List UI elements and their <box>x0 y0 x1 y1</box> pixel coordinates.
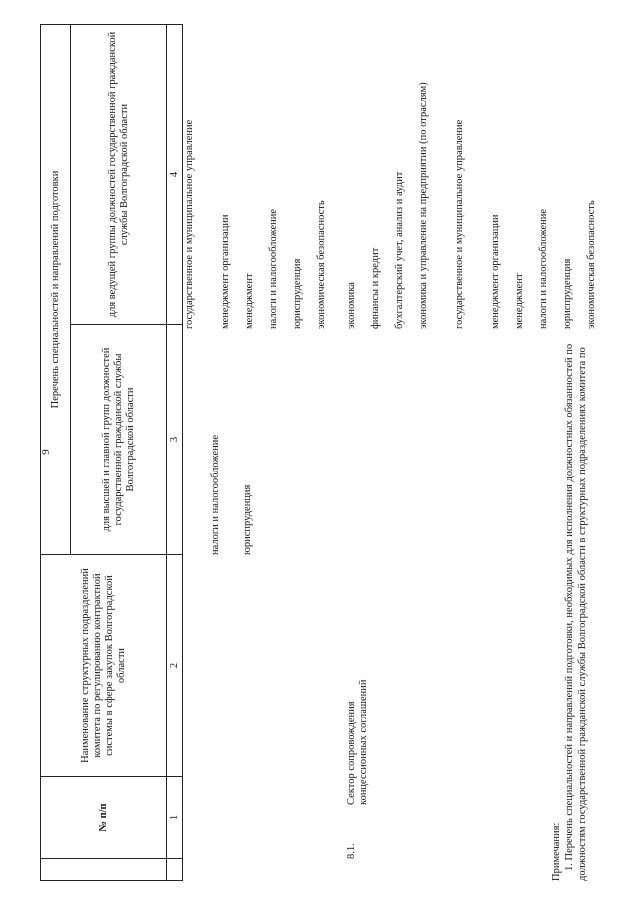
header-col-senior-groups: для высшей и главной групп должностей государственной гражданской службы Волгоградской области <box>71 325 167 555</box>
leading-specialty: экономическая безопасность <box>316 200 327 329</box>
leading-specialty: менеджмент <box>514 273 525 329</box>
leading-specialty: государственное и муниципальное управление <box>454 119 465 329</box>
header-col-leading-group: для ведущей группы должностей государственной гражданской службы Волгоградской области <box>71 24 167 324</box>
notes-title: Примечания: <box>551 822 562 881</box>
leading-specialty: менеджмент организации <box>220 214 231 329</box>
leading-specialty: менеджмент <box>244 273 255 329</box>
rotated-page-content <box>40 25 600 881</box>
header-number-cell <box>41 859 167 881</box>
subdivision-name: Сектор сопровождения концессионных соглашений <box>346 679 369 805</box>
note-1-line-1: 1. Перечень специальностей и направлений подготовки, необходимых для исполнения должностных обязанностей по <box>564 343 575 871</box>
numbering-cell: 1 <box>167 777 183 859</box>
leading-specialty: юриспруденция <box>292 258 303 329</box>
numbering-cell: 2 <box>167 555 183 777</box>
senior-specialty: юриспруденция <box>242 484 253 555</box>
numbering-cell: 3 <box>167 325 183 555</box>
specialties-table-header <box>40 24 183 881</box>
leading-specialty: государственное и муниципальное управление <box>184 119 195 329</box>
leading-specialty: юриспруденция <box>562 258 573 329</box>
leading-specialty: экономическая безопасность <box>586 200 597 329</box>
header-col-number: № п/п <box>41 777 167 859</box>
leading-specialty: финансы и кредит <box>370 247 381 329</box>
page-number: 9 <box>40 449 52 455</box>
leading-specialty: налоги и налогообложение <box>268 208 279 329</box>
leading-specialty: налоги и налогообложение <box>538 208 549 329</box>
header-col-specialties-group: Перечень специальностей и направлений подготовки <box>41 24 71 554</box>
numbering-cell <box>167 859 183 881</box>
numbering-cell: 4 <box>167 24 183 324</box>
header-col-subdivision: Наименование структурных подразделений комитета по регулированию контрактной системы в сфере закупок Волгоградской области <box>41 555 167 777</box>
notes <box>550 31 589 881</box>
leading-specialty: экономика <box>346 282 357 329</box>
senior-specialty: налоги и налогообложение <box>210 434 221 555</box>
leading-specialty: менеджмент организации <box>490 214 501 329</box>
row-number: 8.1. <box>346 843 357 859</box>
leading-specialty: экономика и управление на предприятии (по отраслям) <box>418 82 429 329</box>
leading-specialty: бухгалтерский учет, анализ и аудит <box>394 171 405 329</box>
note-1-line-2: должностям государственной гражданской службы Волгоградской области в структурных подразделениях комитета по <box>577 347 588 881</box>
